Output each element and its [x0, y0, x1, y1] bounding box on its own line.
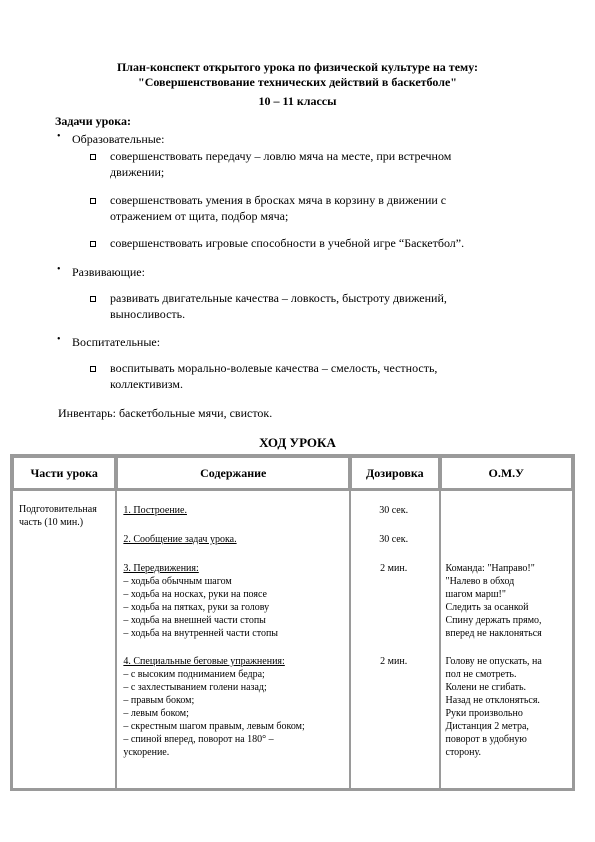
group-label-educational: Образовательные:	[72, 132, 165, 146]
doc-title-line1: План-конспект открытого урока по физической культуре на тему:	[116, 60, 479, 74]
group-label-developing: Развивающие:	[72, 265, 145, 279]
inventory-text: Инвентарь: баскетбольные мячи, свисток.	[58, 406, 273, 420]
omu-line: Команда: "Направо!"	[445, 563, 535, 574]
omu-line: Спину держать прямо,	[445, 615, 542, 626]
square-bullet-icon	[90, 198, 96, 204]
movement-line: – ходьба на внешней части стопы	[123, 615, 266, 626]
task-item: отражением от щита, подбор мяча;	[110, 209, 289, 223]
square-bullet-icon	[90, 296, 96, 302]
step-formation: 1. Построение.	[123, 505, 187, 516]
running-line: – с высоким подниманием бедра;	[123, 669, 265, 680]
omu-line: "Налево в обход	[445, 576, 515, 587]
cell-dosage	[350, 490, 439, 789]
dosage-value: 30 сек.	[379, 534, 409, 545]
running-line: – правым боком;	[123, 695, 195, 706]
omu-line: Колени не сгибать.	[445, 682, 527, 693]
movement-line: – ходьба на носках, руки на поясе	[123, 589, 267, 600]
group-label-upbringing: Воспитательные:	[72, 335, 161, 349]
square-bullet-icon	[90, 154, 96, 160]
running-line: – левым боком;	[123, 708, 189, 719]
lesson-table	[10, 454, 575, 791]
cell-omu	[440, 490, 574, 789]
omu-line: шагом марш!"	[445, 589, 506, 600]
omu-line: Руки произвольно	[445, 708, 523, 719]
bullet-icon: •	[57, 334, 61, 345]
tasks-title: Задачи урока:	[55, 114, 132, 128]
doc-title-line2: "Совершенствование технических действий в баскетболе"	[138, 75, 457, 89]
step-tasks: 2. Сообщение задач урока.	[123, 534, 237, 545]
omu-line: Назад не отклоняться.	[445, 695, 540, 706]
cell-content	[116, 490, 350, 789]
part-line: Подготовительная	[19, 504, 97, 515]
omu-line: пол не смотреть.	[445, 669, 517, 680]
task-item: совершенствовать передачу – ловлю мяча на месте, при встречном	[110, 149, 452, 163]
col-header-dosage: Дозировка	[350, 456, 439, 490]
movement-line: – ходьба на пятках, руки за голову	[123, 602, 270, 613]
movement-line: – ходьба на внутренней части стопы	[123, 628, 279, 639]
omu-line: сторону.	[445, 747, 482, 758]
running-line: – спиной вперед, поворот на 180° –	[123, 734, 274, 745]
col-header-omu: О.М.У	[440, 456, 574, 490]
omu-line: Следить за осанкой	[445, 602, 529, 613]
omu-line: поворот в удобную	[445, 734, 527, 745]
omu-line: Дистанция 2 метра,	[445, 721, 529, 732]
part-line: часть (10 мин.)	[19, 517, 84, 528]
col-header-parts: Части урока	[12, 456, 116, 490]
doc-title-line3: 10 – 11 классы	[258, 94, 337, 108]
dosage-value: 30 сек.	[379, 505, 409, 516]
step-running: 4. Специальные беговые упражнения:	[123, 656, 285, 667]
cell-part	[12, 490, 116, 789]
dosage-value: 2 мин.	[380, 656, 408, 667]
step-movements: 3. Передвижения:	[123, 563, 199, 574]
course-heading: ХОД УРОКА	[259, 435, 336, 450]
running-line: – скрестным шагом правым, левым боком;	[123, 721, 305, 732]
task-item: совершенствовать умения в бросках мяча в корзину в движении с	[110, 193, 447, 207]
task-item: движении;	[110, 165, 165, 179]
dosage-value: 2 мин.	[380, 563, 408, 574]
running-line: – с захлестыванием голени назад;	[123, 682, 267, 693]
square-bullet-icon	[90, 241, 96, 247]
bullet-icon: •	[57, 264, 61, 275]
running-line: ускорение.	[123, 747, 170, 758]
task-item: воспитывать морально-волевые качества – смелость, честность,	[110, 361, 438, 375]
bullet-icon: •	[57, 131, 61, 142]
task-item: коллективизм.	[110, 377, 183, 391]
col-header-content: Содержание	[116, 456, 350, 490]
movement-line: – ходьба обычным шагом	[123, 576, 232, 587]
task-item: выносливость.	[110, 307, 186, 321]
task-item: совершенствовать игровые способности в учебной игре “Баскетбол”.	[110, 236, 465, 250]
omu-line: Голову не опускать, на	[445, 656, 542, 667]
task-item: развивать двигательные качества – ловкость, быстроту движений,	[110, 291, 447, 305]
omu-line: вперед не наклоняться	[445, 628, 542, 639]
table-row	[12, 490, 573, 789]
square-bullet-icon	[90, 366, 96, 372]
